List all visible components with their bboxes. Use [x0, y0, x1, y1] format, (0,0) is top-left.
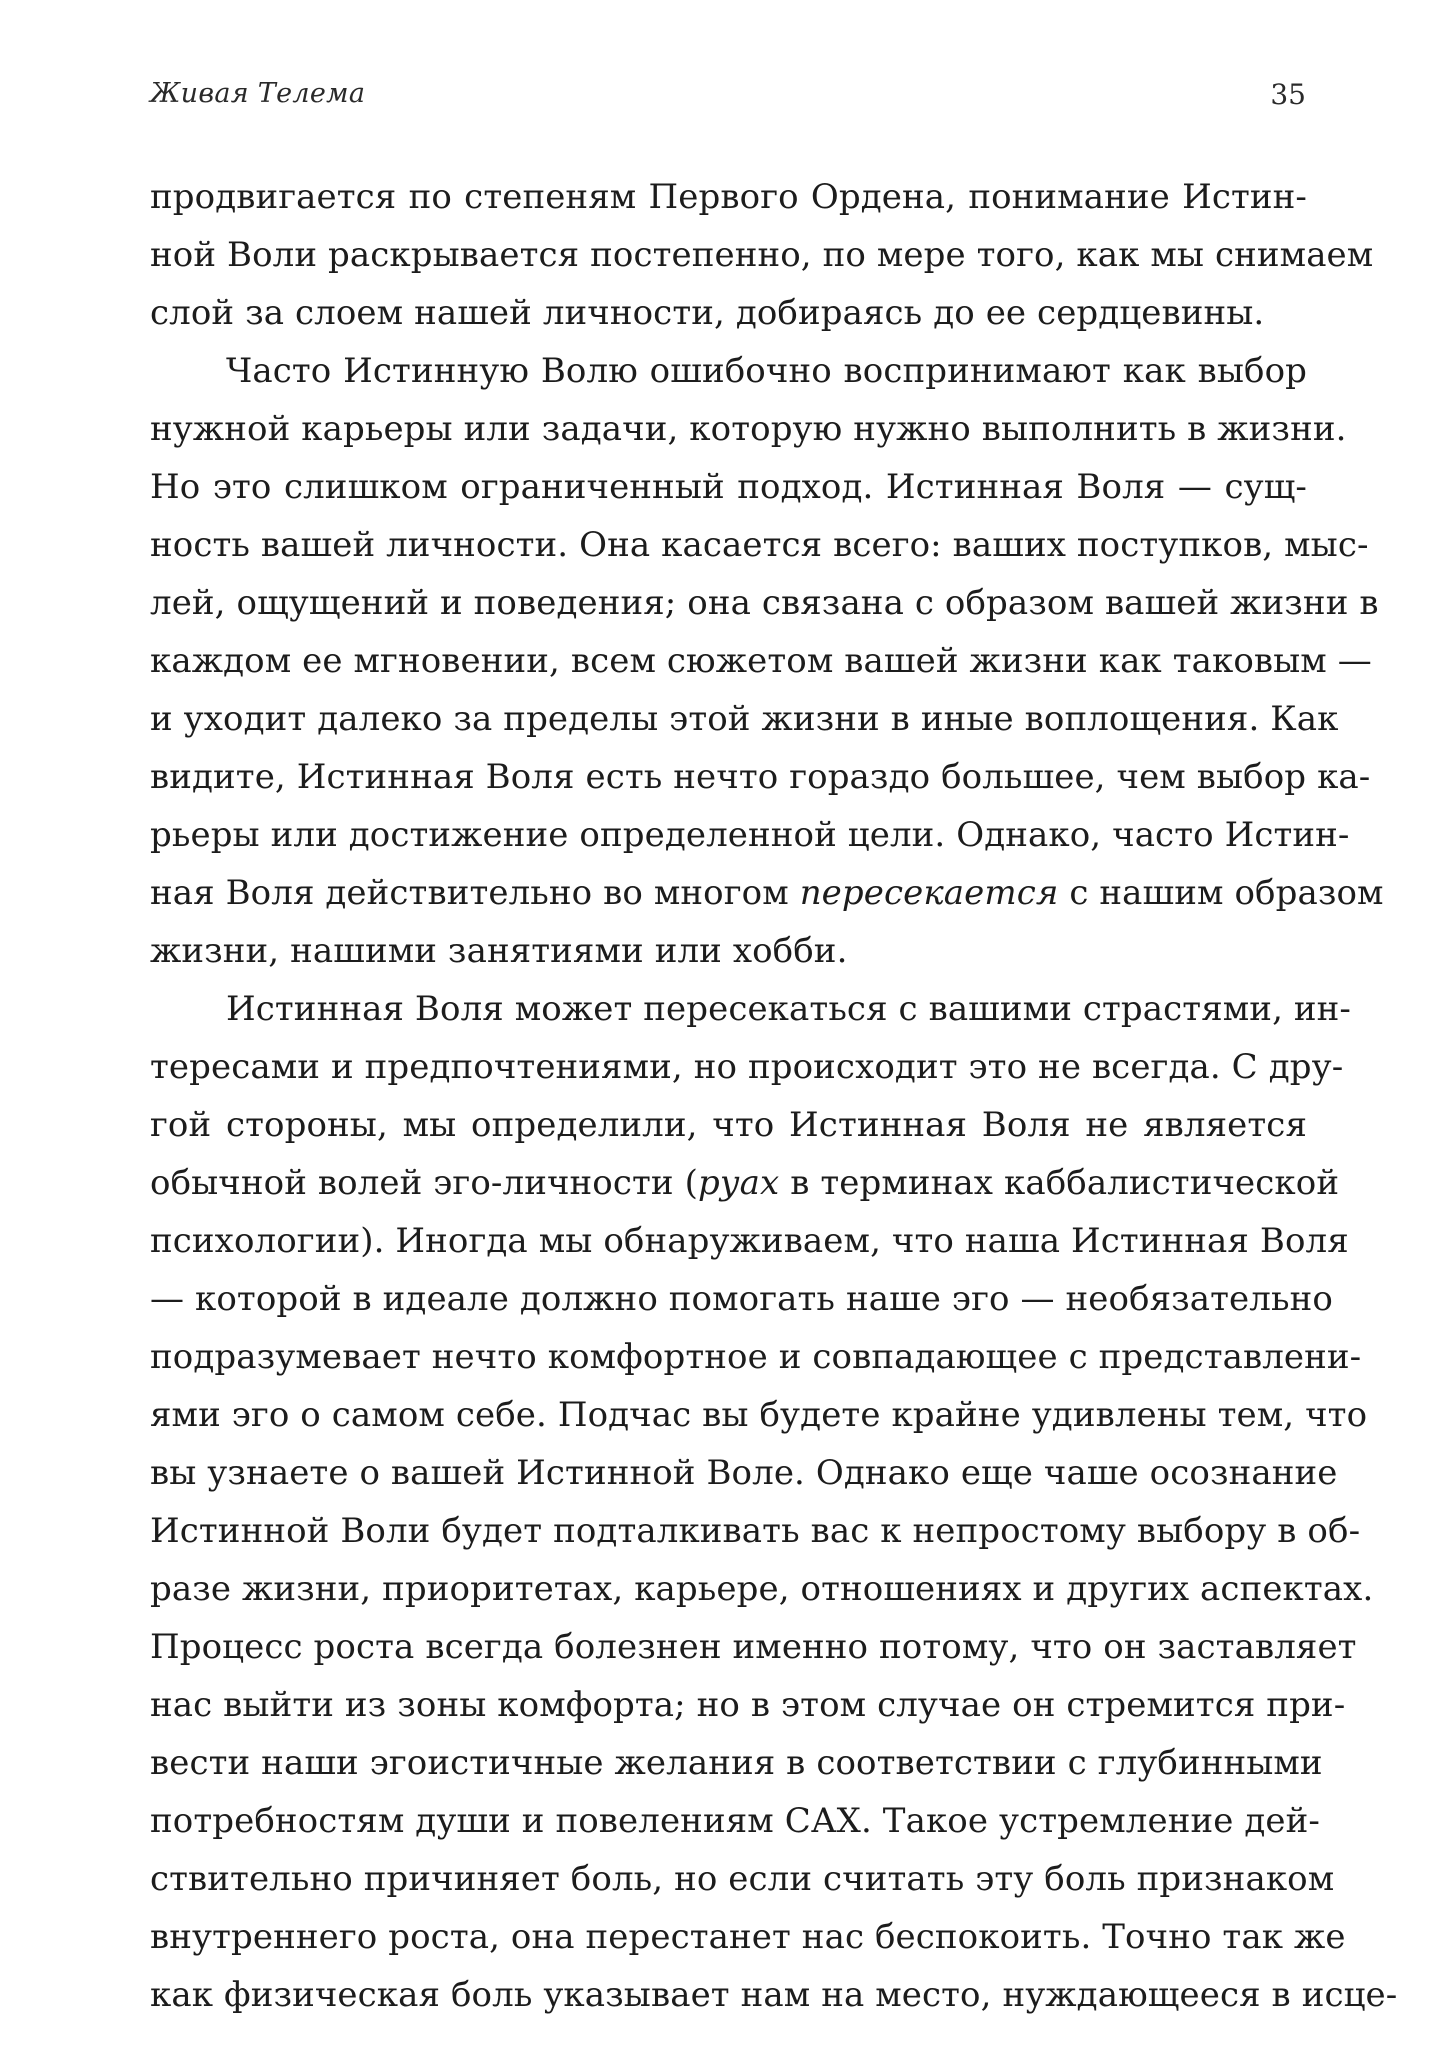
text-line: жизни, нашими занятиями или хобби.: [150, 931, 848, 971]
text-line: вы узнаете о вашей Истинной Воле. Однако еще чаше осознание: [150, 1453, 1338, 1493]
text-line: потребностям души и повелениям САХ. Такое устремление дей-: [150, 1801, 1320, 1841]
text-line: каждом ее мгновении, всем сюжетом вашей жизни как таковым —: [150, 641, 1372, 681]
text-line: подразумевает нечто комфортное и совпадающее с представлени-: [150, 1337, 1362, 1377]
text-line: Но это слишком ограниченный подход. Истинная Воля — сущ-: [150, 467, 1307, 507]
text-line: Процесс роста всегда болезнен именно потому, что он заставляет: [150, 1627, 1357, 1667]
page-number: 35: [1270, 78, 1306, 111]
text-line: видите, Истинная Воля есть нечто гораздо большее, чем выбор ка-: [150, 757, 1371, 797]
text-segment: в терминах каббалистической: [779, 1163, 1340, 1203]
text-line: рьеры или достижение определенной цели. Однако, часто Истин-: [150, 815, 1350, 855]
text-line: Истинной Воли будет подталкивать вас к непростому выбору в об-: [150, 1511, 1361, 1551]
text-segment: с нашим образом: [1058, 873, 1384, 913]
text-line: тересами и предпочтениями, но происходит это не всегда. С дру-: [150, 1047, 1344, 1087]
text-line: ями эго о самом себе. Подчас вы будете крайне удивлены тем, что: [150, 1395, 1368, 1435]
text-line-with-emphasis: [150, 864, 1384, 922]
text-line: вести наши эгоистичные желания в соответствии с глубинными: [150, 1743, 1323, 1783]
text-line: разе жизни, приоритетах, карьере, отношениях и других аспектах.: [150, 1569, 1374, 1609]
text-line: психологии). Иногда мы обнаруживаем, что наша Истинная Воля: [150, 1221, 1349, 1261]
text-line: и уходит далеко за пределы этой жизни в иные воплощения. Как: [150, 699, 1339, 739]
text-segment: обычной волей эго-личности (: [150, 1163, 698, 1203]
text-line: лей, ощущений и поведения; она связана с образом вашей жизни в: [150, 583, 1379, 623]
text-line: Истинная Воля может пересекаться с вашими страстями, ин-: [226, 989, 1351, 1029]
text-line: — которой в идеале должно помогать наше эго — необязательно: [150, 1279, 1333, 1319]
text-line: нас выйти из зоны комфорта; но в этом случае он стремится при-: [150, 1685, 1346, 1725]
text-line: слой за слоем нашей личности, добираясь до ее сердцевины.: [150, 293, 1265, 333]
text-line: гой стороны, мы определили, что Истинная Воля не является: [150, 1105, 1307, 1145]
text-line: ствительно причиняет боль, но если считать эту боль признаком: [150, 1859, 1335, 1899]
text-line: внутреннего роста, она перестанет нас беспокоить. Точно так же: [150, 1917, 1346, 1957]
text-line: как физическая боль указывает нам на место, нуждающееся в исце-: [150, 1975, 1398, 2015]
emphasized-word: руах: [697, 1163, 780, 1203]
text-line: ность вашей личности. Она касается всего: ваших поступков, мыс-: [150, 525, 1369, 565]
text-line: продвигается по степеням Первого Ордена, понимание Истин-: [150, 177, 1307, 217]
running-head-title: Живая Телема: [150, 78, 366, 109]
text-line: ной Воли раскрывается постепенно, по мере того, как мы снимаем: [150, 235, 1374, 275]
text-line-with-emphasis: [150, 1154, 1340, 1212]
text-segment: ная Воля действительно во многом: [150, 873, 800, 913]
body-text: [150, 168, 1398, 2024]
emphasized-word: пересекается: [799, 873, 1059, 913]
text-line: Часто Истинную Волю ошибочно воспринимают как выбор: [226, 351, 1307, 391]
text-line: нужной карьеры или задачи, которую нужно выполнить в жизни.: [150, 409, 1347, 449]
